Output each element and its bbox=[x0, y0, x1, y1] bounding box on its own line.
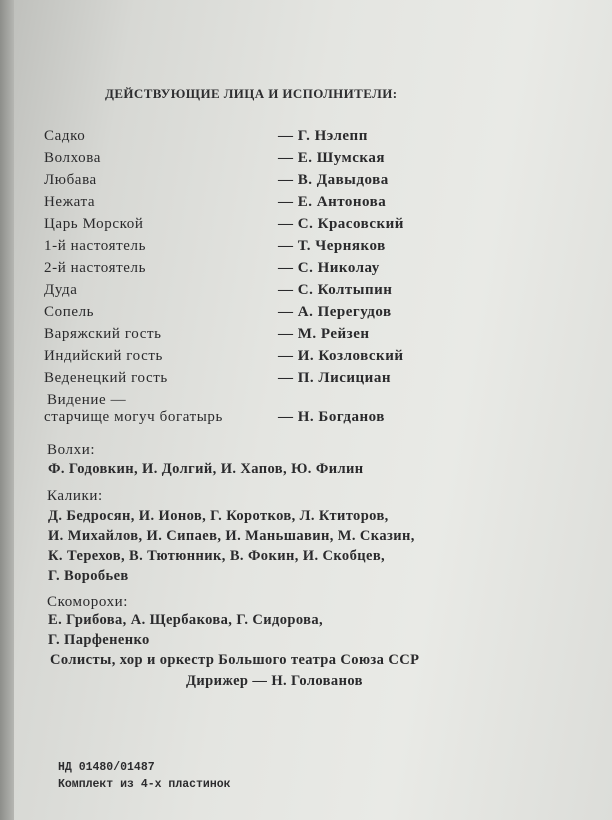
cast-row bbox=[44, 172, 524, 194]
kaliki-label: Калики: bbox=[47, 488, 103, 504]
skomorokhi-names-line: Г. Парфененко bbox=[48, 632, 150, 648]
catalog-number: НД 01480/01487 bbox=[58, 761, 155, 774]
actor-name: — В. Давыдова bbox=[278, 172, 389, 188]
cast-row bbox=[44, 260, 524, 282]
kaliki-names-line: И. Михайлов, И. Сипаев, И. Маньшавин, М. Сказин, bbox=[48, 528, 415, 544]
videnie-role-line1: Видение — bbox=[47, 392, 127, 408]
actor-name: — Е. Антонова bbox=[278, 194, 387, 210]
actor-name: — А. Перегудов bbox=[278, 304, 392, 320]
cast-row bbox=[44, 304, 524, 326]
volkhvy-names-line: Ф. Годовкин, И. Долгий, И. Хапов, Ю. Филин bbox=[48, 461, 364, 477]
actor-name: — С. Колтыпин bbox=[278, 282, 393, 298]
cast-row bbox=[44, 216, 524, 238]
conductor-line: Дирижер — Н. Голованов bbox=[186, 673, 363, 689]
cast-row bbox=[44, 150, 524, 172]
role-name: Индийский гость bbox=[44, 348, 164, 364]
actor-name: — М. Рейзен bbox=[278, 326, 370, 342]
actor-name: — Т. Черняков bbox=[278, 238, 386, 254]
kaliki-names-line: Г. Воробьев bbox=[48, 568, 129, 584]
actor-name: — И. Козловский bbox=[278, 348, 404, 364]
cast-row bbox=[44, 128, 524, 150]
actor-name: — Е. Шумская bbox=[278, 150, 385, 166]
soloists-line: Солисты, хор и оркестр Большого театра Союза ССР bbox=[50, 652, 420, 668]
skomorokhi-names-line: Е. Грибова, А. Щербакова, Г. Сидорова, bbox=[48, 612, 324, 628]
role-name: старчище могуч богатырь bbox=[44, 409, 223, 425]
page-heading: ДЕЙСТВУЮЩИЕ ЛИЦА И ИСПОЛНИТЕЛИ: bbox=[105, 86, 398, 101]
skomorokhi-label: Скоморохи: bbox=[47, 594, 129, 610]
role-name: Дуда bbox=[44, 282, 78, 298]
role-name: Веденецкий гость bbox=[44, 370, 168, 386]
actor-name: — П. Лисициан bbox=[278, 370, 391, 386]
role-name: 1-й настоятель bbox=[44, 238, 147, 254]
role-name: Царь Морской bbox=[44, 216, 144, 232]
role-name: Варяжский гость bbox=[44, 326, 162, 342]
cast-row bbox=[44, 370, 524, 392]
kaliki-names-line: Д. Бедросян, И. Ионов, Г. Коротков, Л. Ктиторов, bbox=[48, 508, 389, 524]
role-name: Волхова bbox=[44, 150, 101, 166]
role-name: Нежата bbox=[44, 194, 96, 210]
volkhvy-label: Волхи: bbox=[47, 442, 96, 458]
kaliki-names-line: К. Терехов, В. Тютюнник, В. Фокин, И. Скобцев, bbox=[48, 548, 386, 564]
cast-row bbox=[44, 348, 524, 370]
actor-name: — Н. Богданов bbox=[278, 409, 385, 425]
cast-row-videnie bbox=[44, 409, 524, 431]
set-description: Комплект из 4-х пластинок bbox=[58, 778, 231, 791]
role-name: Любава bbox=[44, 172, 97, 188]
cast-row bbox=[44, 282, 524, 304]
cast-row bbox=[44, 326, 524, 348]
role-name: Сопель bbox=[44, 304, 95, 320]
actor-name: — С. Николау bbox=[278, 260, 380, 276]
role-name: Садко bbox=[44, 128, 86, 144]
actor-name: — Г. Нэлепп bbox=[278, 128, 368, 144]
cast-row bbox=[44, 194, 524, 216]
role-name: 2-й настоятель bbox=[44, 260, 147, 276]
cast-row bbox=[44, 238, 524, 260]
actor-name: — С. Красовский bbox=[278, 216, 404, 232]
